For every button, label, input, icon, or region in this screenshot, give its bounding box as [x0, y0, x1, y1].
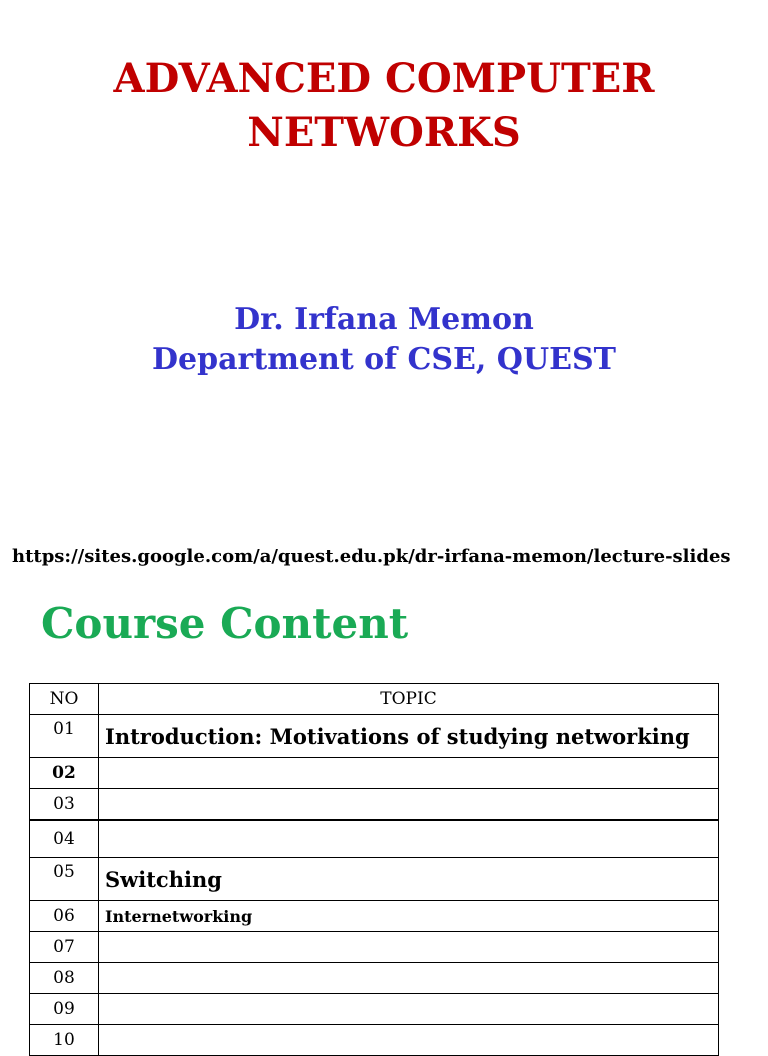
lecture-slides-link[interactable]: https://sites.google.com/a/quest.edu.pk/dr-irfana-memon/lecture-slides: [12, 546, 731, 567]
row-topic: Introduction: Motivations of studying networking: [99, 715, 719, 758]
row-number: 08: [30, 963, 99, 994]
header-no: NO: [30, 684, 99, 715]
row-topic: [99, 1025, 719, 1056]
row-number: 04: [30, 820, 99, 858]
row-number: 01: [30, 715, 99, 758]
row-number: 09: [30, 994, 99, 1025]
table-row: [30, 715, 719, 758]
table-row: [30, 994, 719, 1025]
table-row: [30, 1025, 719, 1056]
table-row: [30, 963, 719, 994]
row-topic: [99, 994, 719, 1025]
row-number: 02: [30, 758, 99, 789]
slide-title-line-2: NETWORKS: [247, 109, 521, 156]
row-number: 03: [30, 789, 99, 821]
table-row: [30, 932, 719, 963]
table-row: [30, 901, 719, 932]
table-row: [30, 820, 719, 858]
slide-title: [0, 52, 768, 160]
row-topic: [99, 820, 719, 858]
table-row: [30, 758, 719, 789]
course-content-table: [29, 683, 719, 1056]
row-topic: Switching: [99, 858, 719, 901]
row-topic: [99, 758, 719, 789]
section-title: Course Content: [41, 599, 409, 648]
row-number: 06: [30, 901, 99, 932]
row-topic: [99, 932, 719, 963]
row-number: 10: [30, 1025, 99, 1056]
author-block: [0, 300, 768, 380]
row-topic: [99, 789, 719, 821]
header-topic: TOPIC: [99, 684, 719, 715]
row-topic: [99, 963, 719, 994]
author-name: Dr. Irfana Memon: [234, 302, 534, 337]
table-header-row: [30, 684, 719, 715]
row-number: 07: [30, 932, 99, 963]
row-topic: Internetworking: [99, 901, 719, 932]
slide-title-line-1: ADVANCED COMPUTER: [113, 55, 655, 102]
author-department: Department of CSE, QUEST: [152, 342, 616, 377]
table-row: [30, 858, 719, 901]
row-number: 05: [30, 858, 99, 901]
table-row: [30, 789, 719, 821]
